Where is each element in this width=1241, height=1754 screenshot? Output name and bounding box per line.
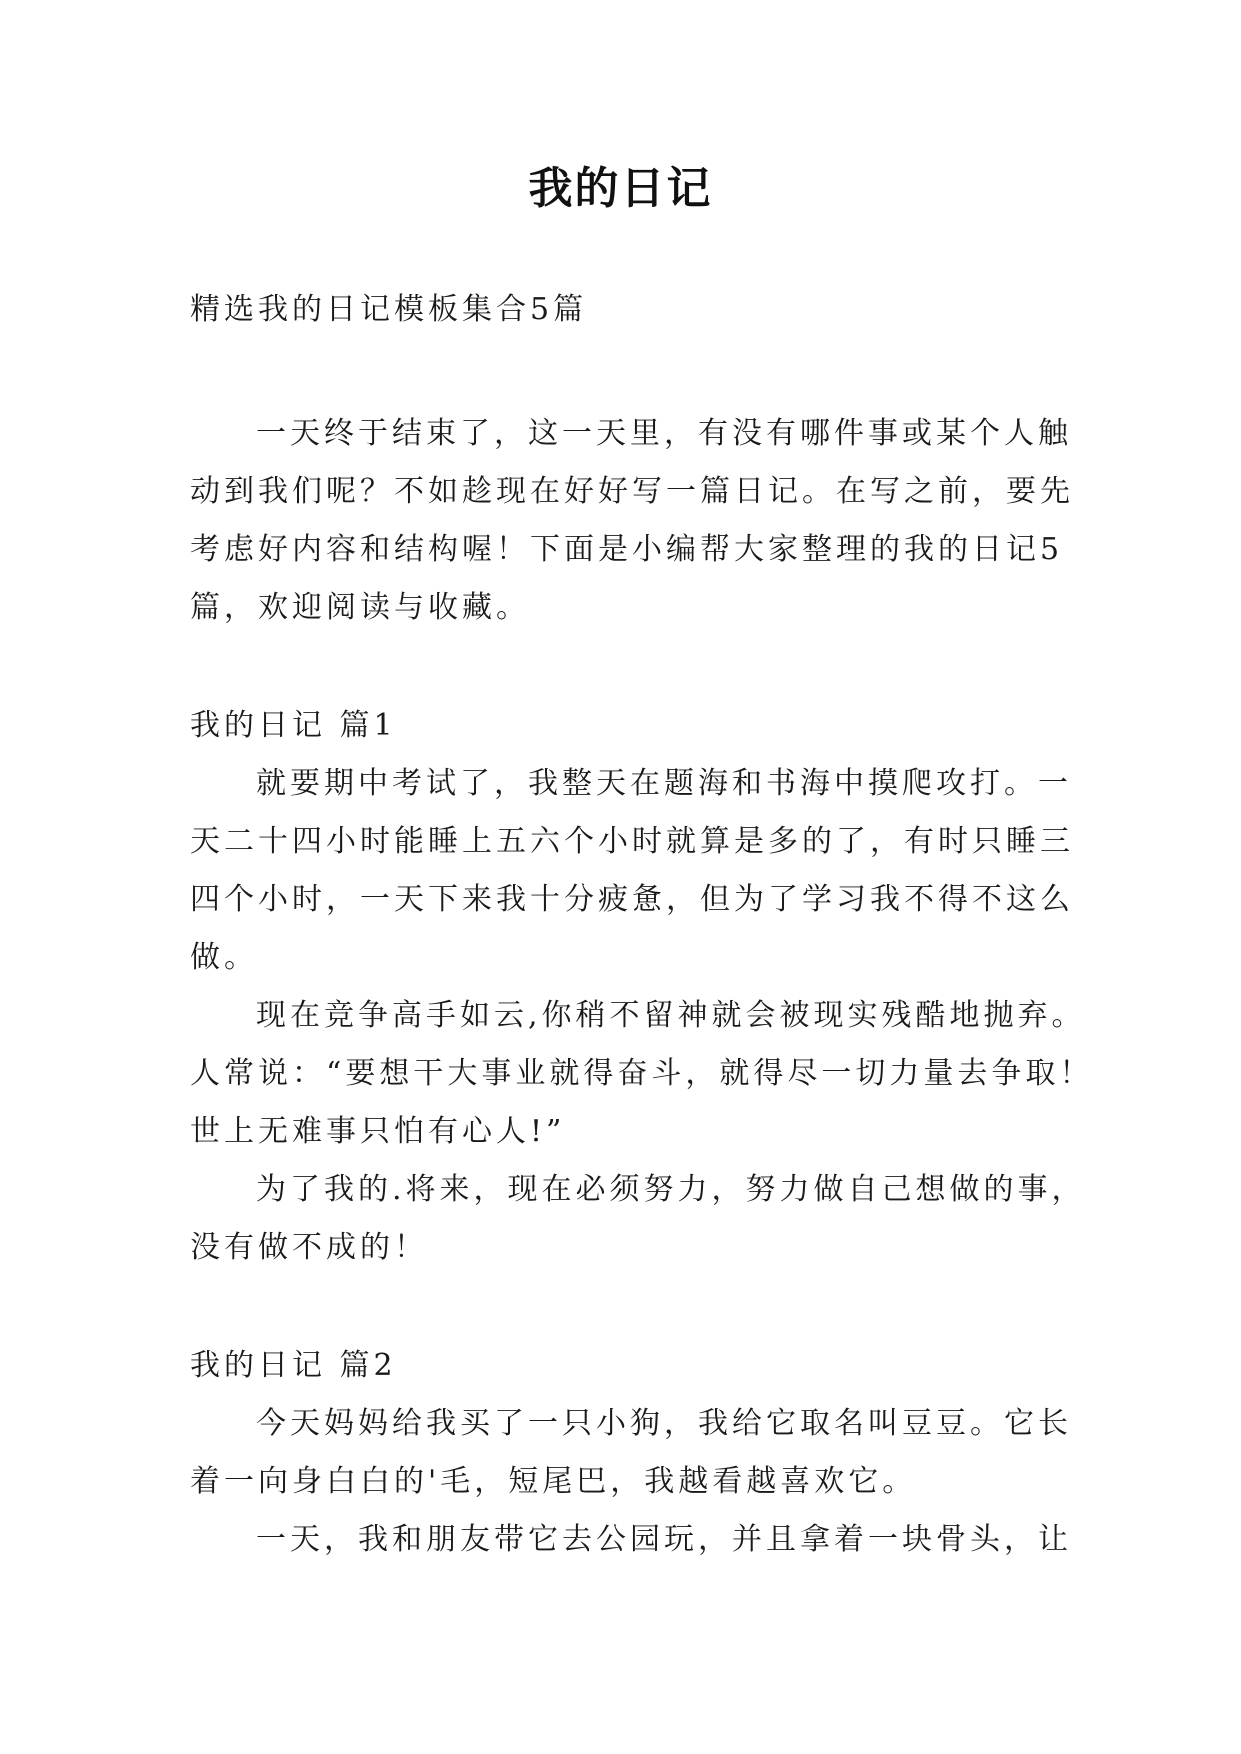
section1-line: 世上无难事只怕有心人!” bbox=[190, 1114, 566, 1149]
section-heading: 我的日记 篇1 bbox=[190, 708, 397, 743]
intro-line: 动到我们呢？不如趁现在好好写一篇日记。在写之前，要先 bbox=[190, 474, 1074, 509]
section2-line: 着一向身白白的'毛，短尾巴，我越看越喜欢它。 bbox=[190, 1464, 917, 1499]
section1-line: 没有做不成的！ bbox=[190, 1230, 428, 1265]
document-title: 我的日记 bbox=[528, 163, 713, 214]
section1-line: 就要期中考试了，我整天在题海和书海中摸爬攻打。一 bbox=[256, 766, 1072, 801]
section-heading: 我的日记 篇2 bbox=[190, 1348, 397, 1383]
section2-line: 今天妈妈给我买了一只小狗，我给它取名叫豆豆。它长 bbox=[256, 1406, 1072, 1441]
intro-line: 篇，欢迎阅读与收藏。 bbox=[190, 590, 530, 625]
section1-line: 现在竞争高手如云,你稍不留神就会被现实残酷地抛弃。 bbox=[256, 998, 1086, 1033]
section1-line: 为了我的.将来，现在必须努力，努力做自己想做的事， bbox=[256, 1172, 1086, 1207]
section1-line: 天二十四小时能睡上五六个小时就算是多的了，有时只睡三 bbox=[190, 824, 1074, 859]
section1-line: 四个小时，一天下来我十分疲惫，但为了学习我不得不这么 bbox=[190, 882, 1074, 917]
intro-line: 考虑好内容和结构喔！下面是小编帮大家整理的我的日记5 bbox=[190, 532, 1064, 567]
section1-line: 做。 bbox=[190, 940, 258, 975]
section2-line: 一天，我和朋友带它去公园玩，并且拿着一块骨头，让 bbox=[256, 1522, 1072, 1557]
intro-line: 一天终于结束了，这一天里，有没有哪件事或某个人触 bbox=[256, 416, 1072, 451]
section1-line: 人常说：“要想干大事业就得奋斗，就得尽一切力量去争取！ bbox=[190, 1056, 1094, 1091]
document-subtitle: 精选我的日记模板集合5篇 bbox=[190, 292, 588, 327]
